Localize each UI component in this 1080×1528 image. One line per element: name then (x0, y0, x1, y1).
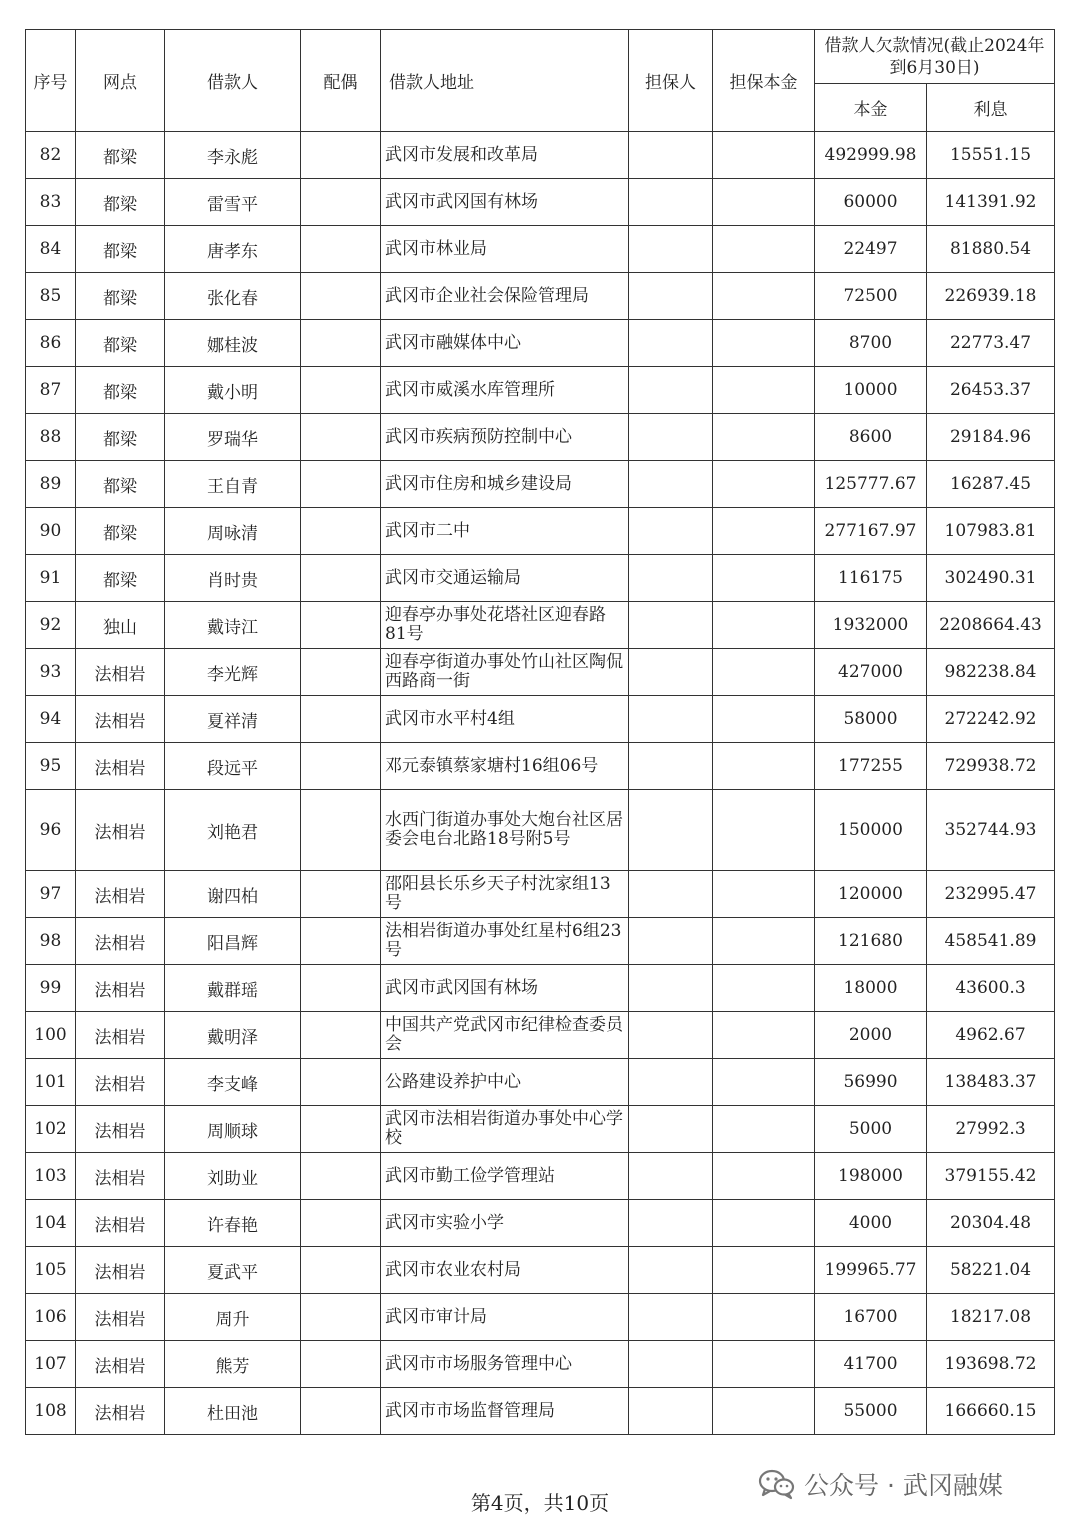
row-branch: 法相岩 (76, 1388, 165, 1435)
row-borrower: 刘艳君 (165, 790, 301, 871)
row-interest: 982238.84 (927, 649, 1055, 696)
row-address: 武冈市市场服务管理中心 (381, 1341, 629, 1388)
row-interest: 16287.45 (927, 461, 1055, 508)
row-interest: 15551.15 (927, 132, 1055, 179)
row-spouse (301, 367, 381, 414)
table-row (26, 320, 1055, 367)
row-guarantor (629, 918, 713, 965)
row-guarantor (629, 965, 713, 1012)
row-interest: 18217.08 (927, 1294, 1055, 1341)
row-branch: 法相岩 (76, 696, 165, 743)
row-guarantor (629, 179, 713, 226)
row-branch: 法相岩 (76, 1247, 165, 1294)
row-spouse (301, 132, 381, 179)
row-address: 武冈市武冈国有林场 (381, 179, 629, 226)
row-principal: 16700 (815, 1294, 927, 1341)
row-borrower: 刘助业 (165, 1153, 301, 1200)
row-branch: 都梁 (76, 132, 165, 179)
row-interest: 2208664.43 (927, 602, 1055, 649)
row-principal: 58000 (815, 696, 927, 743)
row-principal: 22497 (815, 226, 927, 273)
row-spouse (301, 602, 381, 649)
row-borrower: 周咏清 (165, 508, 301, 555)
row-branch: 都梁 (76, 320, 165, 367)
row-interest: 232995.47 (927, 871, 1055, 918)
row-guarantee-principal (713, 179, 815, 226)
row-guarantor (629, 790, 713, 871)
row-principal: 4000 (815, 1200, 927, 1247)
row-seq: 98 (26, 918, 76, 965)
row-address: 迎春亭街道办事处竹山社区陶侃西路商一街 (381, 649, 629, 696)
row-interest: 226939.18 (927, 273, 1055, 320)
row-address: 公路建设养护中心 (381, 1059, 629, 1106)
row-seq: 97 (26, 871, 76, 918)
row-guarantee-principal (713, 1200, 815, 1247)
table-row (26, 226, 1055, 273)
row-seq: 99 (26, 965, 76, 1012)
table-row (26, 367, 1055, 414)
row-principal: 72500 (815, 273, 927, 320)
header-interest: 利息 (927, 84, 1055, 132)
row-address: 邓元泰镇蔡家塘村16组06号 (381, 743, 629, 790)
row-guarantee-principal (713, 320, 815, 367)
row-spouse (301, 649, 381, 696)
row-address: 武冈市勤工俭学管理站 (381, 1153, 629, 1200)
row-spouse (301, 1059, 381, 1106)
table-row (26, 508, 1055, 555)
row-spouse (301, 414, 381, 461)
table-body (26, 132, 1055, 1435)
row-guarantee-principal (713, 273, 815, 320)
row-seq: 103 (26, 1153, 76, 1200)
row-spouse (301, 965, 381, 1012)
row-interest: 58221.04 (927, 1247, 1055, 1294)
row-borrower: 戴明泽 (165, 1012, 301, 1059)
row-guarantee-principal (713, 871, 815, 918)
row-spouse (301, 273, 381, 320)
row-principal: 41700 (815, 1341, 927, 1388)
row-address: 武冈市审计局 (381, 1294, 629, 1341)
row-principal: 277167.97 (815, 508, 927, 555)
table-row (26, 696, 1055, 743)
row-address: 武冈市农业农村局 (381, 1247, 629, 1294)
row-borrower: 夏祥清 (165, 696, 301, 743)
row-guarantee-principal (713, 1247, 815, 1294)
row-branch: 都梁 (76, 555, 165, 602)
row-guarantee-principal (713, 1106, 815, 1153)
row-interest: 166660.15 (927, 1388, 1055, 1435)
row-address: 中国共产党武冈市纪律检查委员会 (381, 1012, 629, 1059)
row-seq: 82 (26, 132, 76, 179)
table-row (26, 179, 1055, 226)
page-footer: 第4页，共10页 (470, 1491, 610, 1515)
row-branch: 法相岩 (76, 871, 165, 918)
row-guarantee-principal (713, 1059, 815, 1106)
header-arrears-group: 借款人欠款情况(截止2024年到6月30日) (815, 30, 1055, 84)
row-principal: 120000 (815, 871, 927, 918)
row-address: 武冈市住房和城乡建设局 (381, 461, 629, 508)
row-address: 水西门街道办事处大炮台社区居委会电台北路18号附5号 (381, 790, 629, 871)
row-address: 法相岩街道办事处红星村6组23号 (381, 918, 629, 965)
row-guarantor (629, 649, 713, 696)
row-guarantor (629, 367, 713, 414)
row-borrower: 肖时贵 (165, 555, 301, 602)
row-borrower: 谢四柏 (165, 871, 301, 918)
row-branch: 都梁 (76, 273, 165, 320)
row-guarantee-principal (713, 367, 815, 414)
row-branch: 法相岩 (76, 1200, 165, 1247)
row-principal: 1932000 (815, 602, 927, 649)
row-borrower: 李永彪 (165, 132, 301, 179)
row-spouse (301, 1200, 381, 1247)
row-interest: 138483.37 (927, 1059, 1055, 1106)
row-address: 武冈市交通运输局 (381, 555, 629, 602)
table-row (26, 132, 1055, 179)
row-branch: 法相岩 (76, 1012, 165, 1059)
table-row (26, 649, 1055, 696)
row-branch: 都梁 (76, 367, 165, 414)
row-branch: 都梁 (76, 414, 165, 461)
row-principal: 55000 (815, 1388, 927, 1435)
row-address: 邵阳县长乐乡天子村沈家组13号 (381, 871, 629, 918)
row-guarantor (629, 320, 713, 367)
row-branch: 法相岩 (76, 649, 165, 696)
row-branch: 法相岩 (76, 918, 165, 965)
row-spouse (301, 918, 381, 965)
row-guarantee-principal (713, 226, 815, 273)
row-interest: 729938.72 (927, 743, 1055, 790)
row-guarantee-principal (713, 461, 815, 508)
watermark (758, 1464, 1003, 1504)
row-guarantor (629, 508, 713, 555)
row-principal: 56990 (815, 1059, 927, 1106)
row-guarantor (629, 1388, 713, 1435)
row-borrower: 罗瑞华 (165, 414, 301, 461)
row-guarantee-principal (713, 602, 815, 649)
row-spouse (301, 508, 381, 555)
row-branch: 法相岩 (76, 743, 165, 790)
row-principal: 18000 (815, 965, 927, 1012)
row-borrower: 李支峰 (165, 1059, 301, 1106)
row-principal: 198000 (815, 1153, 927, 1200)
table-row (26, 1247, 1055, 1294)
row-borrower: 夏武平 (165, 1247, 301, 1294)
row-guarantor (629, 414, 713, 461)
row-interest: 22773.47 (927, 320, 1055, 367)
row-spouse (301, 1012, 381, 1059)
table-row (26, 1153, 1055, 1200)
row-borrower: 戴群瑶 (165, 965, 301, 1012)
table-row (26, 555, 1055, 602)
header-guarantor: 担保人 (629, 30, 713, 132)
row-principal: 2000 (815, 1012, 927, 1059)
row-branch: 都梁 (76, 461, 165, 508)
row-borrower: 阳昌辉 (165, 918, 301, 965)
table-row (26, 1059, 1055, 1106)
row-branch: 独山 (76, 602, 165, 649)
row-borrower: 周升 (165, 1294, 301, 1341)
watermark-text: 公众号 · 武冈融媒 (804, 1471, 1003, 1500)
row-guarantee-principal (713, 790, 815, 871)
header-spouse: 配偶 (301, 30, 381, 132)
row-guarantor (629, 1153, 713, 1200)
row-guarantee-principal (713, 649, 815, 696)
table-row (26, 743, 1055, 790)
row-guarantee-principal (713, 414, 815, 461)
row-address: 武冈市武冈国有林场 (381, 965, 629, 1012)
row-seq: 92 (26, 602, 76, 649)
row-branch: 法相岩 (76, 1341, 165, 1388)
row-guarantee-principal (713, 555, 815, 602)
row-seq: 87 (26, 367, 76, 414)
table-row (26, 1200, 1055, 1247)
row-principal: 116175 (815, 555, 927, 602)
row-principal: 199965.77 (815, 1247, 927, 1294)
row-interest: 4962.67 (927, 1012, 1055, 1059)
row-address: 武冈市疾病预防控制中心 (381, 414, 629, 461)
row-interest: 43600.3 (927, 965, 1055, 1012)
row-guarantee-principal (713, 508, 815, 555)
table-row (26, 1341, 1055, 1388)
row-borrower: 唐孝东 (165, 226, 301, 273)
row-spouse (301, 1388, 381, 1435)
row-address: 武冈市威溪水库管理所 (381, 367, 629, 414)
row-branch: 法相岩 (76, 965, 165, 1012)
row-guarantor (629, 555, 713, 602)
row-spouse (301, 790, 381, 871)
table-row (26, 871, 1055, 918)
table-row (26, 461, 1055, 508)
row-guarantee-principal (713, 918, 815, 965)
row-principal: 492999.98 (815, 132, 927, 179)
table-row (26, 1388, 1055, 1435)
row-seq: 95 (26, 743, 76, 790)
row-branch: 法相岩 (76, 1106, 165, 1153)
row-branch: 都梁 (76, 179, 165, 226)
table-row (26, 414, 1055, 461)
row-address: 武冈市林业局 (381, 226, 629, 273)
row-seq: 104 (26, 1200, 76, 1247)
row-spouse (301, 696, 381, 743)
row-interest: 302490.31 (927, 555, 1055, 602)
row-interest: 29184.96 (927, 414, 1055, 461)
row-borrower: 王自青 (165, 461, 301, 508)
row-guarantor (629, 1341, 713, 1388)
row-borrower: 杜田池 (165, 1388, 301, 1435)
row-seq: 86 (26, 320, 76, 367)
row-principal: 10000 (815, 367, 927, 414)
row-seq: 105 (26, 1247, 76, 1294)
row-borrower: 张化春 (165, 273, 301, 320)
row-address: 武冈市企业社会保险管理局 (381, 273, 629, 320)
row-interest: 27992.3 (927, 1106, 1055, 1153)
row-seq: 91 (26, 555, 76, 602)
table-row (26, 965, 1055, 1012)
row-interest: 81880.54 (927, 226, 1055, 273)
row-guarantee-principal (713, 1388, 815, 1435)
row-guarantee-principal (713, 1341, 815, 1388)
row-seq: 90 (26, 508, 76, 555)
row-address: 武冈市二中 (381, 508, 629, 555)
row-address: 武冈市法相岩街道办事处中心学校 (381, 1106, 629, 1153)
row-guarantor (629, 273, 713, 320)
row-principal: 5000 (815, 1106, 927, 1153)
row-interest: 379155.42 (927, 1153, 1055, 1200)
row-guarantee-principal (713, 132, 815, 179)
row-guarantee-principal (713, 696, 815, 743)
row-guarantor (629, 1200, 713, 1247)
header-guarantee-principal: 担保本金 (713, 30, 815, 132)
row-spouse (301, 320, 381, 367)
row-borrower: 娜桂波 (165, 320, 301, 367)
row-seq: 102 (26, 1106, 76, 1153)
row-guarantor (629, 132, 713, 179)
row-seq: 101 (26, 1059, 76, 1106)
row-borrower: 周顺球 (165, 1106, 301, 1153)
row-interest: 26453.37 (927, 367, 1055, 414)
row-borrower: 段远平 (165, 743, 301, 790)
row-seq: 84 (26, 226, 76, 273)
row-interest: 458541.89 (927, 918, 1055, 965)
row-guarantee-principal (713, 1294, 815, 1341)
row-spouse (301, 179, 381, 226)
table-row (26, 790, 1055, 871)
row-seq: 100 (26, 1012, 76, 1059)
row-borrower: 熊芳 (165, 1341, 301, 1388)
row-principal: 177255 (815, 743, 927, 790)
wechat-icon (758, 1468, 796, 1500)
row-branch: 法相岩 (76, 1153, 165, 1200)
row-guarantor (629, 1059, 713, 1106)
row-seq: 88 (26, 414, 76, 461)
row-borrower: 戴诗江 (165, 602, 301, 649)
header-seq: 序号 (26, 30, 76, 132)
table-row (26, 1012, 1055, 1059)
row-interest: 107983.81 (927, 508, 1055, 555)
row-branch: 都梁 (76, 508, 165, 555)
row-seq: 94 (26, 696, 76, 743)
row-spouse (301, 871, 381, 918)
row-guarantor (629, 461, 713, 508)
row-spouse (301, 1294, 381, 1341)
row-spouse (301, 461, 381, 508)
row-seq: 106 (26, 1294, 76, 1341)
header-address: 借款人地址 (381, 30, 629, 132)
row-interest: 272242.92 (927, 696, 1055, 743)
table-row (26, 1294, 1055, 1341)
row-interest: 352744.93 (927, 790, 1055, 871)
row-seq: 93 (26, 649, 76, 696)
header-principal: 本金 (815, 84, 927, 132)
header-branch: 网点 (76, 30, 165, 132)
row-borrower: 戴小明 (165, 367, 301, 414)
table-row (26, 273, 1055, 320)
row-spouse (301, 1153, 381, 1200)
row-interest: 141391.92 (927, 179, 1055, 226)
row-guarantee-principal (713, 965, 815, 1012)
row-branch: 法相岩 (76, 790, 165, 871)
row-guarantee-principal (713, 743, 815, 790)
row-interest: 193698.72 (927, 1341, 1055, 1388)
row-guarantee-principal (713, 1012, 815, 1059)
row-borrower: 李光辉 (165, 649, 301, 696)
row-seq: 107 (26, 1341, 76, 1388)
row-branch: 都梁 (76, 226, 165, 273)
row-seq: 96 (26, 790, 76, 871)
loan-table (25, 29, 1055, 1435)
row-guarantor (629, 871, 713, 918)
row-principal: 8600 (815, 414, 927, 461)
row-seq: 108 (26, 1388, 76, 1435)
table-row (26, 1106, 1055, 1153)
row-principal: 60000 (815, 179, 927, 226)
row-guarantor (629, 743, 713, 790)
row-spouse (301, 743, 381, 790)
row-address: 武冈市市场监督管理局 (381, 1388, 629, 1435)
row-spouse (301, 226, 381, 273)
row-seq: 83 (26, 179, 76, 226)
row-spouse (301, 1247, 381, 1294)
row-guarantor (629, 1012, 713, 1059)
row-seq: 85 (26, 273, 76, 320)
row-address: 迎春亭办事处花塔社区迎春路81号 (381, 602, 629, 649)
row-spouse (301, 1106, 381, 1153)
row-address: 武冈市融媒体中心 (381, 320, 629, 367)
row-principal: 125777.67 (815, 461, 927, 508)
row-borrower: 雷雪平 (165, 179, 301, 226)
header-borrower: 借款人 (165, 30, 301, 132)
row-spouse (301, 1341, 381, 1388)
row-guarantor (629, 1106, 713, 1153)
table-row (26, 602, 1055, 649)
row-address: 武冈市水平村4组 (381, 696, 629, 743)
row-guarantee-principal (713, 1153, 815, 1200)
table-row (26, 918, 1055, 965)
row-guarantor (629, 226, 713, 273)
row-branch: 法相岩 (76, 1059, 165, 1106)
row-borrower: 许春艳 (165, 1200, 301, 1247)
row-principal: 150000 (815, 790, 927, 871)
row-guarantor (629, 696, 713, 743)
row-principal: 427000 (815, 649, 927, 696)
row-branch: 法相岩 (76, 1294, 165, 1341)
row-guarantor (629, 1294, 713, 1341)
row-interest: 20304.48 (927, 1200, 1055, 1247)
row-seq: 89 (26, 461, 76, 508)
row-address: 武冈市实验小学 (381, 1200, 629, 1247)
row-guarantor (629, 1247, 713, 1294)
row-guarantor (629, 602, 713, 649)
row-principal: 121680 (815, 918, 927, 965)
row-spouse (301, 555, 381, 602)
row-principal: 8700 (815, 320, 927, 367)
row-address: 武冈市发展和改革局 (381, 132, 629, 179)
